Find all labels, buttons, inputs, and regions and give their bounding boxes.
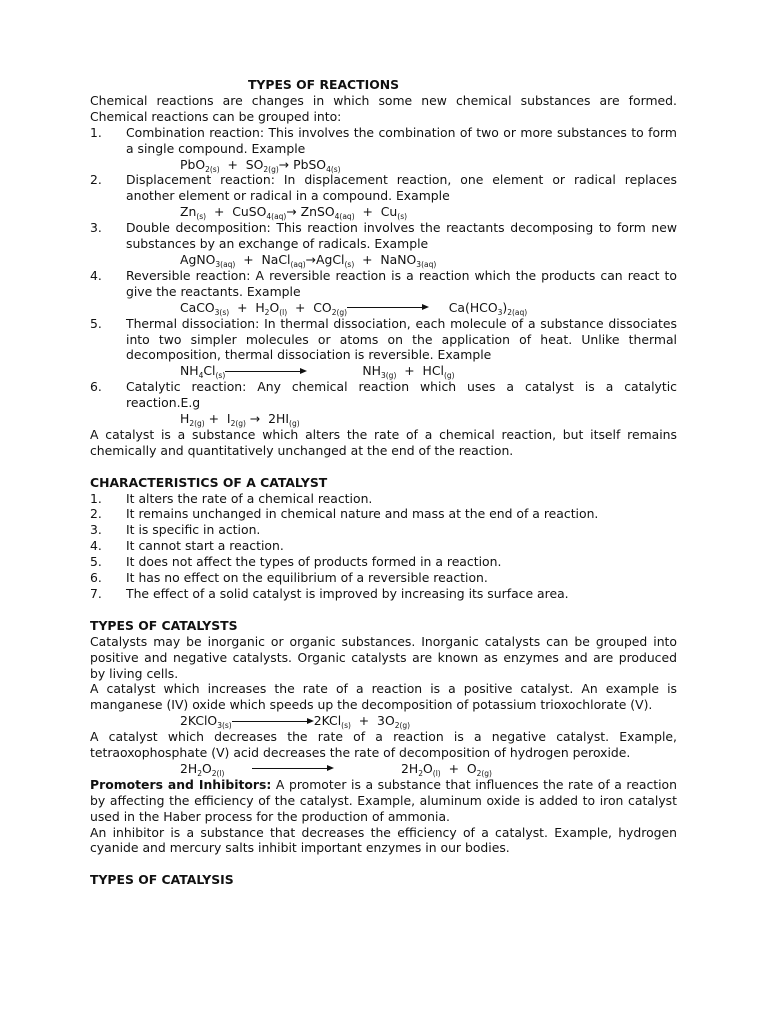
list-text: Double decomposition: This reaction involves the reactants decomposing to form new substances by an exchange of radicals. Example — [126, 220, 677, 252]
catalyst-definition: A catalyst is a substance which alters the rate of a chemical reaction, but itself remains chemically and quantitatively unchanged at the end of the reaction. — [90, 426, 677, 458]
list-item — [90, 554, 677, 570]
list-item — [90, 570, 677, 586]
list-item — [90, 316, 677, 364]
list-number: 2. — [90, 506, 102, 522]
list-item — [90, 538, 677, 554]
list-text: Thermal dissociation: In thermal dissociation, each molecule of a substance dissociates into two simpler molecules or atoms on the application of heat. Unlike thermal decomposition, thermal dissociation is reversible. Example — [126, 315, 677, 363]
list-item — [90, 220, 677, 252]
equation-catalytic: $H_{2(g)} + I_{2(g)} \to 2HI_{(g)}$ — [180, 411, 300, 429]
characteristics-heading: CHARACTERISTICS OF A CATALYST — [90, 474, 328, 490]
list-number: 4. — [90, 267, 102, 283]
list-number: 3. — [90, 522, 102, 538]
list-text: It is specific in action. — [126, 522, 261, 538]
list-item — [90, 268, 677, 300]
list-number: 6. — [90, 379, 102, 395]
list-number: 1. — [90, 490, 102, 506]
list-text: It cannot start a reaction. — [126, 538, 284, 554]
equation-reversible: CaCO$_{3(s)}$ + $H_2O_{(l)} + CO_{2(g)}$ $Ca(HCO_3)_{2(aq)}$ — [180, 299, 528, 317]
reaction-arrow — [252, 768, 334, 770]
types-paragraph-1: Catalysts may be inorganic or organic substances. Inorganic catalysts can be grouped into positive and negative catalysts. Organic catalysts are known as enzymes and are produced by living cells. — [90, 633, 677, 681]
list-text: It has no effect on the equilibrium of a reversible reaction. — [126, 570, 488, 586]
list-text: Catalytic reaction: Any chemical reaction which uses a catalyst is a catalytic reaction.E.g — [126, 379, 677, 411]
list-text: The effect of a solid catalyst is improved by increasing its surface area. — [126, 585, 569, 601]
reaction-arrow — [347, 307, 429, 309]
equation-double-decomposition: AgNO$_{3(aq)}$ + NaCl$_{(aq)}$→AgCl$_{(s)}$ + NaNO$_{3(aq)}$ — [180, 251, 437, 269]
list-item — [90, 586, 677, 602]
types-of-catalysts-heading: TYPES OF CATALYSTS — [90, 617, 238, 633]
inhibitor-paragraph: An inhibitor is a substance that decreases the efficiency of a catalyst. Example, hydrogen cyanide and mercury salts inhibit important enzymes in our bodies. — [90, 824, 677, 856]
intro-paragraph: Chemical reactions are changes in which some new chemical substances are formed. Chemical reactions can be grouped into: — [90, 92, 677, 124]
list-number: 4. — [90, 538, 102, 554]
list-item — [90, 172, 677, 204]
list-text: It alters the rate of a chemical reaction. — [126, 490, 373, 506]
list-item — [90, 522, 677, 538]
reaction-arrow — [232, 721, 314, 723]
page-title-text: TYPES OF REACTIONS — [247, 77, 400, 92]
list-number: 5. — [90, 315, 102, 331]
list-item — [90, 125, 677, 157]
list-item — [90, 379, 677, 411]
page-title — [90, 77, 677, 93]
reaction-arrow — [225, 371, 307, 373]
promoters-text: A promoter is a substance that influences the rate of a reaction by affecting the efficiency of the catalyst. Example, aluminum oxide is added to iron catalyst used in the Haber process for the production of ammonia. — [90, 776, 677, 824]
types-paragraph-3: A catalyst which decreases the rate of a reaction is a negative catalyst. Example, tetraoxophosphate (V) acid decreases the rate of decomposition of hydrogen peroxide. — [90, 729, 677, 761]
list-text: Combination reaction: This involves the combination of two or more substances to form a single compound. Example — [126, 124, 677, 156]
promoters-label: Promoters and Inhibitors: — [90, 776, 272, 792]
promoters-paragraph — [90, 777, 677, 825]
list-text: It does not affect the types of products formed in a reaction. — [126, 554, 502, 570]
equation-combination: $PbO_{2(s)} + SO_{2(g)}\to$ PbSO$_{4(s)}$ — [180, 156, 341, 174]
equation-displacement: $Zn_{(s)}$ + CuSO$_{4(aq)}$→ ZnSO$_{4(aq)}$ + $Cu_{(s)}$ — [180, 204, 408, 222]
list-text: Reversible reaction: A reversible reaction is a reaction which the products can react to give the reactants. Example — [126, 267, 677, 299]
list-number: 5. — [90, 554, 102, 570]
document-content — [90, 77, 677, 888]
list-text: Displacement reaction: In displacement reaction, one element or radical replaces another element or radical in a compound. Example — [126, 172, 677, 204]
equation-positive-catalyst: 2KClO$_{3(s)}$ $2KCl_{(s)} + 3O_{2(g)}$ — [180, 713, 411, 731]
list-number: 2. — [90, 172, 102, 188]
list-number: 7. — [90, 585, 102, 601]
list-number: 3. — [90, 220, 102, 236]
list-number: 6. — [90, 570, 102, 586]
equation-negative-catalyst: $2H_2O_{2(l)}$ $2H_2O_{(l)} + O_{2(g)}$ — [180, 760, 492, 778]
equation-thermal-dissociation: $NH_4Cl_{(s)}$ $NH_{3(g)} + HCl_{(g)}$ — [180, 363, 455, 381]
list-item — [90, 506, 677, 522]
types-paragraph-2: A catalyst which increases the rate of a reaction is a positive catalyst. An example is manganese (IV) oxide which speeds up the decomposition of potassium trioxochlorate (V). — [90, 681, 677, 713]
list-number: 1. — [90, 124, 102, 140]
list-text: It remains unchanged in chemical nature and mass at the end of a reaction. — [126, 506, 599, 522]
types-of-catalysis-heading: TYPES OF CATALYSIS — [90, 872, 234, 888]
list-item — [90, 491, 677, 507]
